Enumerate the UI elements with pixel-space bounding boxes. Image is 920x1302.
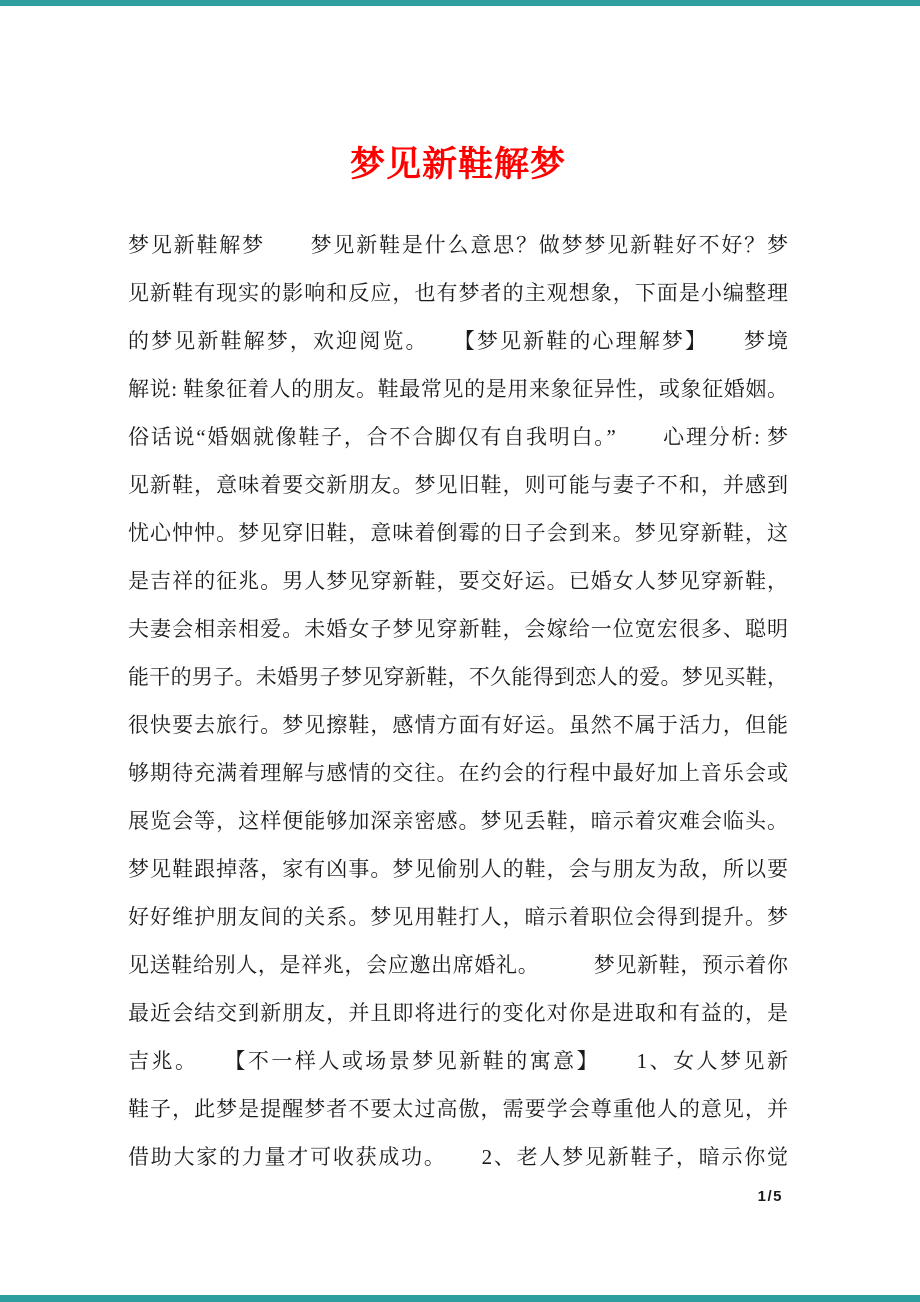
text-line: 梦见鞋跟掉落，家有凶事。梦见偷别人的鞋，会与朋友为敌，所以要 xyxy=(128,857,788,881)
text-line: 忧心忡忡。梦见穿旧鞋，意味着倒霉的日子会到来。梦见穿新鞋，这 xyxy=(128,521,788,545)
text-line: 见送鞋给别人，是祥兆，会应邀出席婚礼。 梦见新鞋，预示着你 xyxy=(128,953,788,977)
text-line: 见新鞋，意味着要交新朋友。梦见旧鞋，则可能与妻子不和，并感到 xyxy=(128,473,788,497)
text-line: 鞋子，此梦是提醒梦者不要太过高傲，需要学会尊重他人的意见，并 xyxy=(128,1097,788,1121)
page-number: 1/5 xyxy=(757,1188,783,1205)
text-line: 很快要去旅行。梦见擦鞋，感情方面有好运。虽然不属于活力，但能 xyxy=(128,713,788,737)
text-line: 最近会结交到新朋友，并且即将进行的变化对你是进取和有益的，是 xyxy=(128,1001,788,1025)
text-line: 能干的男子。未婚男子梦见穿新鞋，不久能得到恋人的爱。梦见买鞋， xyxy=(128,665,788,689)
text-line: 解说: 鞋象征着人的朋友。鞋最常见的是用来象征异性，或象征婚姻。 xyxy=(128,377,788,401)
page-title: 梦见新鞋解梦 xyxy=(349,145,566,184)
text-line: 的梦见新鞋解梦，欢迎阅览。 【梦见新鞋的心理解梦】 梦境 xyxy=(128,329,788,353)
text-line: 是吉祥的征兆。男人梦见穿新鞋，要交好运。已婚女人梦见穿新鞋， xyxy=(128,569,788,593)
text-line: 夫妻会相亲相爱。未婚女子梦见穿新鞋，会嫁给一位宽宏很多、聪明 xyxy=(128,617,788,641)
text-line: 借助大家的力量才可收获成功。 2、老人梦见新鞋子，暗示你觉 xyxy=(128,1145,788,1169)
page-top-border xyxy=(0,0,920,6)
text-line: 好好维护朋友间的关系。梦见用鞋打人，暗示着职位会得到提升。梦 xyxy=(128,905,788,929)
text-line: 梦见新鞋解梦 梦见新鞋是什么意思？做梦梦见新鞋好不好？梦 xyxy=(128,233,788,257)
document-body xyxy=(128,221,788,1181)
text-line: 够期待充满着理解与感情的交往。在约会的行程中最好加上音乐会或 xyxy=(128,761,788,785)
text-line: 俗话说“婚姻就像鞋子，合不合脚仅有自我明白。” 心理分析: 梦 xyxy=(128,425,788,449)
text-line: 吉兆。 【不一样人或场景梦见新鞋的寓意】 1、女人梦见新 xyxy=(128,1049,788,1073)
text-line: 见新鞋有现实的影响和反应，也有梦者的主观想象，下面是小编整理 xyxy=(128,281,788,305)
text-line: 展览会等，这样便能够加深亲密感。梦见丢鞋，暗示着灾难会临头。 xyxy=(128,809,788,833)
page-bottom-border xyxy=(0,1295,920,1302)
